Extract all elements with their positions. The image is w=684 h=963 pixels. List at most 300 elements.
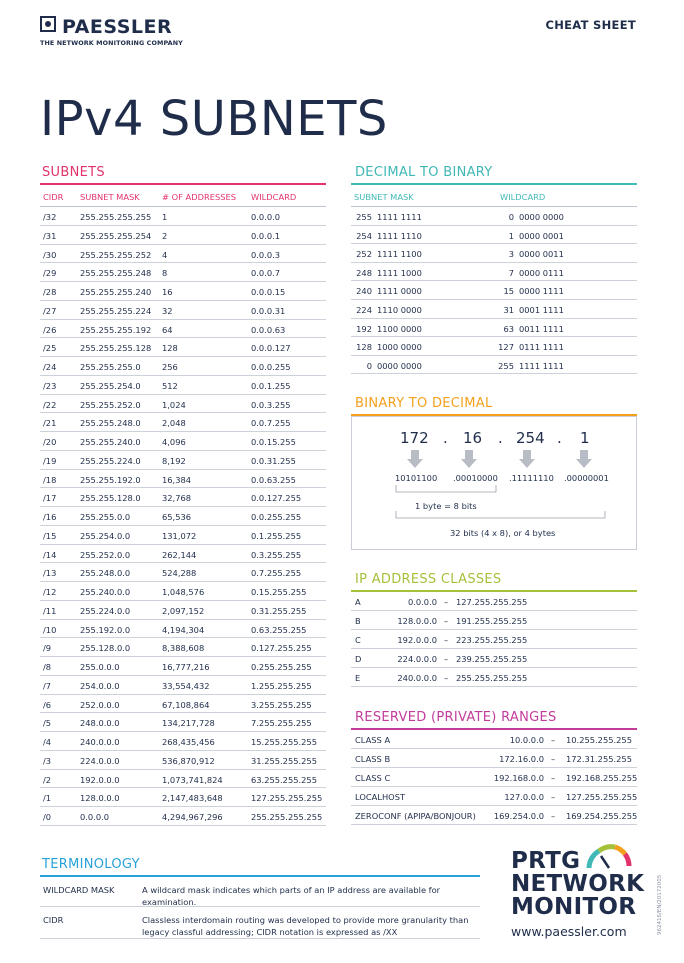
addresses-cell: 1 [162, 212, 168, 222]
d2b-row [351, 337, 637, 356]
cidr-cell: /28 [43, 287, 57, 297]
subnet-mask-cell: 255.255.248.0 [80, 418, 141, 429]
subnet-row [40, 676, 326, 695]
cidr-cell: /4 [43, 737, 52, 747]
subnet-mask-cell: 224.0.0.0 [80, 755, 120, 766]
reserved-range-row [351, 749, 637, 768]
d2b-row [351, 207, 637, 226]
cidr-cell: /10 [43, 624, 57, 635]
wildcard-cell: 0.0.15.255 [251, 437, 296, 447]
down-arrow-icons [352, 449, 638, 473]
cidr-cell: /14 [43, 549, 57, 560]
d2b-row [351, 226, 637, 245]
cidr-cell: /24 [43, 362, 57, 372]
reserved-ranges-table [351, 730, 637, 825]
class-letter-cell: C [355, 635, 361, 645]
prtg-logo-line-2: NETWORK [511, 871, 645, 897]
cidr-cell: /13 [43, 568, 57, 579]
mask-decimal-cell: 240 [356, 286, 372, 297]
terminology-title: TERMINOLOGY [42, 857, 140, 872]
page-title: IPv4 SUBNETS [40, 91, 388, 147]
range-start-cell: 128.0.0.0 [397, 616, 437, 626]
subnet-row [40, 207, 326, 226]
wildcard-binary-cell: 0001 1111 [519, 304, 564, 315]
range-dash: – [551, 754, 556, 764]
addresses-cell: 8 [162, 268, 168, 279]
wildcard-cell: 0.0.0.3 [251, 249, 281, 260]
subnet-mask-cell: 255.255.255.128 [80, 343, 152, 354]
subnet-mask-cell: 255.248.0.0 [80, 568, 131, 579]
wildcard-cell: 0.0.0.255 [251, 362, 291, 372]
wildcard-cell: 0.0.0.31 [251, 305, 286, 316]
range-start-cell: 10.0.0.0 [509, 735, 544, 745]
wildcard-binary-cell: 0000 0111 [519, 267, 564, 278]
mask-decimal-cell: 252 [356, 249, 372, 260]
subnet-mask-cell: 254.0.0.0 [80, 680, 120, 691]
wildcard-cell: 0.0.63.255 [251, 474, 296, 485]
cidr-cell: /3 [43, 755, 52, 766]
subnet-mask-cell: 255.255.255.254 [80, 230, 152, 241]
octet-2: 16 [463, 429, 483, 447]
wildcard-decimal-cell: 127 [498, 342, 514, 353]
mask-binary-cell: 1111 1000 [377, 267, 422, 278]
col-header-wildcard: WILDCARD [251, 192, 297, 202]
wildcard-decimal-cell: 0 [508, 212, 514, 222]
col-header-subnet-mask: SUBNET MASK [80, 192, 140, 202]
cidr-cell: /25 [43, 343, 57, 354]
binary-to-decimal-box [351, 416, 637, 550]
range-start-cell: 0.0.0.0 [407, 597, 437, 607]
subnet-row [40, 320, 326, 339]
wildcard-cell: 0.7.255.255 [251, 568, 302, 579]
wildcard-cell: 63.255.255.255 [251, 774, 317, 785]
ip-class-row [351, 592, 637, 611]
subnet-row [40, 395, 326, 414]
byte-note: 1 byte = 8 bits [415, 501, 477, 511]
wildcard-cell: 0.0.3.255 [251, 399, 291, 410]
cidr-cell: /26 [43, 324, 57, 335]
addresses-cell: 268,435,456 [162, 737, 215, 747]
wildcard-decimal-cell: 255 [498, 360, 514, 371]
subnet-mask-cell: 255.0.0.0 [80, 662, 120, 672]
subnet-row [40, 770, 326, 789]
cidr-cell: /6 [43, 699, 52, 710]
class-letter-cell: A [355, 597, 361, 607]
cidr-cell: /9 [43, 643, 52, 654]
cidr-cell: /21 [43, 418, 57, 429]
brand-tagline: THE NETWORK MONITORING COMPANY [40, 39, 183, 47]
wildcard-cell: 0.127.255.255 [251, 643, 312, 654]
range-dash: – [551, 773, 556, 783]
addresses-cell: 33,554,432 [162, 680, 210, 691]
mask-binary-cell: 1100 0000 [377, 323, 422, 334]
subnet-row [40, 657, 326, 676]
wildcard-cell: 0.0.127.255 [251, 493, 302, 504]
wildcard-cell: 1.255.255.255 [251, 680, 312, 691]
mask-binary-cell: 1111 1111 [377, 212, 422, 222]
cidr-cell: /16 [43, 512, 57, 522]
total-bracket [396, 511, 605, 518]
addresses-cell: 1,048,576 [162, 587, 205, 597]
mask-binary-cell: 0000 0000 [377, 360, 422, 371]
cidr-cell: /30 [43, 249, 57, 260]
subnet-row [40, 376, 326, 395]
wildcard-cell: 31.255.255.255 [251, 755, 317, 766]
subnet-row [40, 638, 326, 657]
reserved-range-row [351, 730, 637, 749]
binary-octet-2: .00010000 [453, 473, 498, 483]
website-link[interactable]: www.paessler.com [511, 924, 627, 939]
reserved-range-row [351, 768, 637, 787]
wildcard-cell: 0.63.255.255 [251, 624, 307, 635]
wildcard-cell: 0.15.255.255 [251, 587, 307, 597]
addresses-cell: 256 [162, 362, 178, 372]
wildcard-cell: 0.0.0.63 [251, 324, 286, 335]
range-start-cell: 172.16.0.0 [499, 754, 544, 764]
class-letter-cell: B [355, 616, 361, 626]
cidr-cell: /1 [43, 793, 52, 804]
addresses-cell: 2,048 [162, 418, 186, 429]
cidr-cell: /15 [43, 530, 57, 541]
wildcard-decimal-cell: 3 [508, 249, 514, 260]
wildcard-cell: 7.255.255.255 [251, 718, 312, 729]
subnet-mask-cell: 128.0.0.0 [80, 793, 120, 804]
addresses-cell: 32,768 [162, 493, 192, 504]
wildcard-cell: 0.0.0.15 [251, 287, 286, 297]
addresses-cell: 131,072 [162, 530, 197, 541]
document-id: 962416/EN/20172005 [657, 874, 663, 935]
terminology-table [40, 877, 480, 939]
mask-decimal-cell: 224 [356, 304, 372, 315]
d2b-header-row [351, 186, 637, 207]
addresses-cell: 4 [162, 249, 168, 260]
octet-dot: . [557, 429, 562, 447]
d2b-row [351, 263, 637, 282]
range-dash: – [551, 811, 556, 821]
octet-3: 254 [516, 429, 545, 447]
wildcard-binary-cell: 0000 1111 [519, 286, 564, 297]
subnet-mask-cell: 255.224.0.0 [80, 605, 131, 616]
ip-classes-title: IP ADDRESS CLASSES [355, 572, 502, 587]
cidr-cell: /23 [43, 380, 57, 391]
range-end-cell: 255.255.255.255 [456, 673, 528, 683]
addresses-cell: 4,194,304 [162, 624, 205, 635]
subnet-row [40, 807, 326, 826]
range-start-cell: 192.0.0.0 [397, 635, 437, 645]
addresses-cell: 134,217,728 [162, 718, 215, 729]
mask-decimal-cell: 0 [366, 360, 372, 371]
ip-classes-table [351, 592, 637, 687]
cidr-cell: /11 [43, 605, 57, 616]
term-row [40, 907, 480, 939]
subnet-row [40, 282, 326, 301]
addresses-cell: 32 [162, 305, 173, 316]
col-header-subnet-mask: SUBNET MASK [354, 192, 414, 202]
cidr-cell: /18 [43, 474, 57, 485]
cidr-cell: /19 [43, 455, 57, 466]
subnet-row [40, 601, 326, 620]
wildcard-cell: 3.255.255.255 [251, 699, 312, 710]
cidr-cell: /0 [43, 812, 52, 822]
cidr-cell: /31 [43, 230, 57, 241]
subnet-mask-cell: 248.0.0.0 [80, 718, 120, 729]
bracket-lines [352, 483, 638, 523]
range-end-cell: 172.31.255.255 [566, 754, 632, 764]
down-arrow-icon [576, 450, 592, 468]
wildcard-cell: 0.0.0.7 [251, 268, 281, 279]
subnet-mask-cell: 255.255.0.0 [80, 512, 131, 522]
wildcard-decimal-cell: 7 [508, 267, 514, 278]
down-arrow-icon [519, 450, 535, 468]
subnet-row [40, 226, 326, 245]
ip-class-row [351, 668, 637, 687]
range-name-cell: CLASS A [355, 735, 391, 745]
range-name-cell: CLASS C [355, 773, 391, 783]
cidr-cell: /5 [43, 718, 52, 729]
col-header-addresses: # OF ADDRESSES [162, 192, 237, 202]
down-arrow-icon [461, 450, 477, 468]
range-start-cell: 169.254.0.0 [493, 811, 544, 821]
subnet-mask-cell: 255.255.252.0 [80, 399, 141, 410]
range-end-cell: 127.255.255.255 [566, 792, 638, 802]
addresses-cell: 262,144 [162, 549, 197, 560]
octet-dot: . [498, 429, 503, 447]
wildcard-binary-cell: 1111 1111 [519, 360, 564, 371]
range-end-cell: 127.255.255.255 [456, 597, 528, 607]
subnet-mask-cell: 255.192.0.0 [80, 624, 131, 635]
cidr-cell: /20 [43, 437, 57, 447]
subnet-row [40, 357, 326, 376]
wildcard-cell: 0.0.0.127 [251, 343, 291, 354]
range-start-cell: 240.0.0.0 [397, 673, 437, 683]
wildcard-cell: 0.31.255.255 [251, 605, 307, 616]
range-start-cell: 192.168.0.0 [493, 773, 544, 783]
binary-octet-3: .11111110 [509, 473, 554, 483]
col-header-wildcard: WILDCARD [500, 192, 546, 202]
range-dash: – [551, 792, 556, 802]
prtg-logo-line-1: PRTG [511, 848, 581, 874]
subnet-row [40, 507, 326, 526]
subnet-row [40, 751, 326, 770]
d2b-title: DECIMAL TO BINARY [355, 165, 493, 180]
range-end-cell: 169.254.255.255 [566, 811, 638, 821]
subnet-mask-cell: 255.255.128.0 [80, 493, 141, 504]
ip-class-row [351, 630, 637, 649]
subnet-mask-cell: 255.255.224.0 [80, 455, 141, 466]
range-end-cell: 239.255.255.255 [456, 654, 528, 664]
binary-octet-4: .00000001 [564, 473, 609, 483]
subnets-title: SUBNETS [42, 165, 105, 180]
addresses-cell: 8,388,608 [162, 643, 205, 654]
d2b-row [351, 300, 637, 319]
subnet-row [40, 713, 326, 732]
wildcard-cell: 0.0.31.255 [251, 455, 296, 466]
range-end-cell: 223.255.255.255 [456, 635, 528, 645]
term-row [40, 877, 480, 907]
addresses-cell: 16,777,216 [162, 662, 210, 672]
wildcard-cell: 0.1.255.255 [251, 530, 302, 541]
term-definition: Classless interdomain routing was developed to provide more granularity than legacy classful addressing; CIDR notation is expressed as /XX [142, 915, 469, 937]
addresses-cell: 512 [162, 380, 178, 391]
wildcard-cell: 0.3.255.255 [251, 549, 302, 560]
byte-bracket [396, 485, 496, 492]
ip-class-row [351, 649, 637, 668]
prtg-logo-line-3: MONITOR [511, 894, 637, 920]
class-letter-cell: E [355, 673, 361, 683]
range-start-cell: 127.0.0.0 [504, 792, 544, 802]
wildcard-cell: 0.0.0.0 [251, 212, 281, 222]
binary-octet-1: 10101100 [395, 473, 438, 483]
addresses-cell: 524,288 [162, 568, 197, 579]
mask-binary-cell: 1000 0000 [377, 342, 422, 353]
cidr-cell: /32 [43, 212, 57, 222]
subnet-row [40, 245, 326, 264]
wildcard-decimal-cell: 1 [508, 230, 514, 241]
wildcard-cell: 15.255.255.255 [251, 737, 317, 747]
wildcard-binary-cell: 0000 0011 [519, 249, 564, 260]
d2b-row [351, 356, 637, 375]
subnet-mask-cell: 255.255.255.224 [80, 305, 152, 316]
subnet-mask-cell: 255.255.240.0 [80, 437, 141, 447]
subnet-row [40, 788, 326, 807]
addresses-cell: 4,096 [162, 437, 186, 447]
addresses-cell: 2,097,152 [162, 605, 205, 616]
range-end-cell: 192.168.255.255 [566, 773, 638, 783]
cidr-cell: /12 [43, 587, 57, 597]
subnet-row [40, 263, 326, 282]
subnets-header-row [40, 186, 326, 207]
col-header-cidr: CIDR [43, 192, 64, 202]
mask-binary-cell: 1111 0000 [377, 286, 422, 297]
range-end-cell: 10.255.255.255 [566, 735, 632, 745]
decimal-to-binary-table [351, 186, 637, 374]
subnet-mask-cell: 255.254.0.0 [80, 530, 131, 541]
subnet-mask-cell: 255.255.255.192 [80, 324, 152, 335]
range-name-cell: LOCALHOST [355, 792, 406, 802]
wildcard-binary-cell: 0000 0000 [519, 212, 564, 222]
term-definition: A wildcard mask indicates which parts of an IP address are available for examination. [142, 885, 441, 907]
wildcard-cell: 255.255.255.255 [251, 812, 323, 822]
addresses-cell: 1,024 [162, 399, 186, 410]
range-dash: – [444, 635, 449, 645]
mask-decimal-cell: 128 [356, 342, 372, 353]
octet-4: 1 [580, 429, 590, 447]
subnet-row [40, 488, 326, 507]
subnet-mask-cell: 255.255.255.240 [80, 287, 152, 297]
mask-decimal-cell: 254 [356, 230, 372, 241]
subnet-mask-cell: 255.240.0.0 [80, 587, 131, 597]
cidr-cell: /7 [43, 680, 52, 691]
wildcard-binary-cell: 0111 1111 [519, 342, 564, 353]
cidr-cell: /17 [43, 493, 57, 504]
subnet-row [40, 470, 326, 489]
wildcard-cell: 0.0.0.1 [251, 230, 281, 241]
range-dash: – [444, 654, 449, 664]
d2b-row [351, 281, 637, 300]
range-end-cell: 191.255.255.255 [456, 616, 528, 626]
cidr-cell: /8 [43, 662, 52, 672]
cidr-cell: /2 [43, 774, 52, 785]
subnet-row [40, 582, 326, 601]
addresses-cell: 64 [162, 324, 173, 335]
range-name-cell: ZEROCONF (APIPA/BONJOUR) [355, 811, 476, 821]
range-dash: – [551, 735, 556, 745]
subnets-rule [40, 183, 326, 185]
range-name-cell: CLASS B [355, 754, 391, 764]
subnet-mask-cell: 255.255.255.252 [80, 249, 152, 260]
subnet-mask-cell: 0.0.0.0 [80, 812, 110, 822]
subnet-mask-cell: 192.0.0.0 [80, 774, 120, 785]
doc-type-label: CHEAT SHEET [545, 18, 636, 32]
d2b-rule [351, 183, 637, 185]
wildcard-cell: 0.0.255.255 [251, 512, 302, 522]
term-name: CIDR [43, 915, 64, 925]
d2b-row [351, 244, 637, 263]
wildcard-binary-cell: 0000 0001 [519, 230, 564, 241]
wildcard-cell: 0.0.1.255 [251, 380, 291, 391]
subnet-row [40, 695, 326, 714]
subnet-row [40, 545, 326, 564]
addresses-cell: 2 [162, 230, 168, 241]
subnet-row [40, 563, 326, 582]
range-start-cell: 224.0.0.0 [397, 654, 437, 664]
addresses-cell: 128 [162, 343, 178, 354]
addresses-cell: 2,147,483,648 [162, 793, 223, 804]
cidr-cell: /29 [43, 268, 57, 279]
wildcard-cell: 0.255.255.255 [251, 662, 312, 672]
mask-binary-cell: 1110 0000 [377, 304, 422, 315]
addresses-cell: 8,192 [162, 455, 186, 466]
paessler-logo [40, 16, 183, 47]
b2d-title: BINARY TO DECIMAL [355, 396, 493, 411]
subnet-row [40, 451, 326, 470]
wildcard-cell: 127.255.255.255 [251, 793, 323, 804]
cidr-cell: /27 [43, 305, 57, 316]
addresses-cell: 16,384 [162, 474, 192, 485]
subnets-table [40, 186, 326, 826]
reserved-range-row [351, 787, 637, 806]
wildcard-binary-cell: 0011 1111 [519, 323, 564, 334]
subnet-row [40, 338, 326, 357]
subnet-row [40, 620, 326, 639]
subnet-mask-cell: 255.255.254.0 [80, 380, 141, 391]
octet-dot: . [443, 429, 448, 447]
subnet-mask-cell: 255.255.255.255 [80, 212, 152, 222]
subnet-mask-cell: 255.255.255.248 [80, 268, 152, 279]
mask-decimal-cell: 248 [356, 267, 372, 278]
d2b-row [351, 319, 637, 338]
subnet-row [40, 526, 326, 545]
mask-binary-cell: 1111 1110 [377, 230, 422, 241]
subnet-mask-cell: 252.0.0.0 [80, 699, 120, 710]
octet-1: 172 [400, 429, 429, 447]
range-dash: – [444, 597, 449, 607]
down-arrow-icon [407, 450, 423, 468]
subnet-row [40, 413, 326, 432]
mask-binary-cell: 1111 1100 [377, 249, 422, 260]
addresses-cell: 536,870,912 [162, 755, 215, 766]
prtg-logo [511, 850, 643, 939]
mask-decimal-cell: 255 [356, 212, 372, 222]
subnet-mask-cell: 255.255.192.0 [80, 474, 141, 485]
addresses-cell: 1,073,741,824 [162, 774, 223, 785]
addresses-cell: 67,108,864 [162, 699, 210, 710]
subnet-row [40, 732, 326, 751]
brand-name: PAESSLER [62, 16, 173, 38]
cidr-cell: /22 [43, 399, 57, 410]
paessler-logo-icon [40, 16, 56, 32]
mask-decimal-cell: 192 [356, 323, 372, 334]
